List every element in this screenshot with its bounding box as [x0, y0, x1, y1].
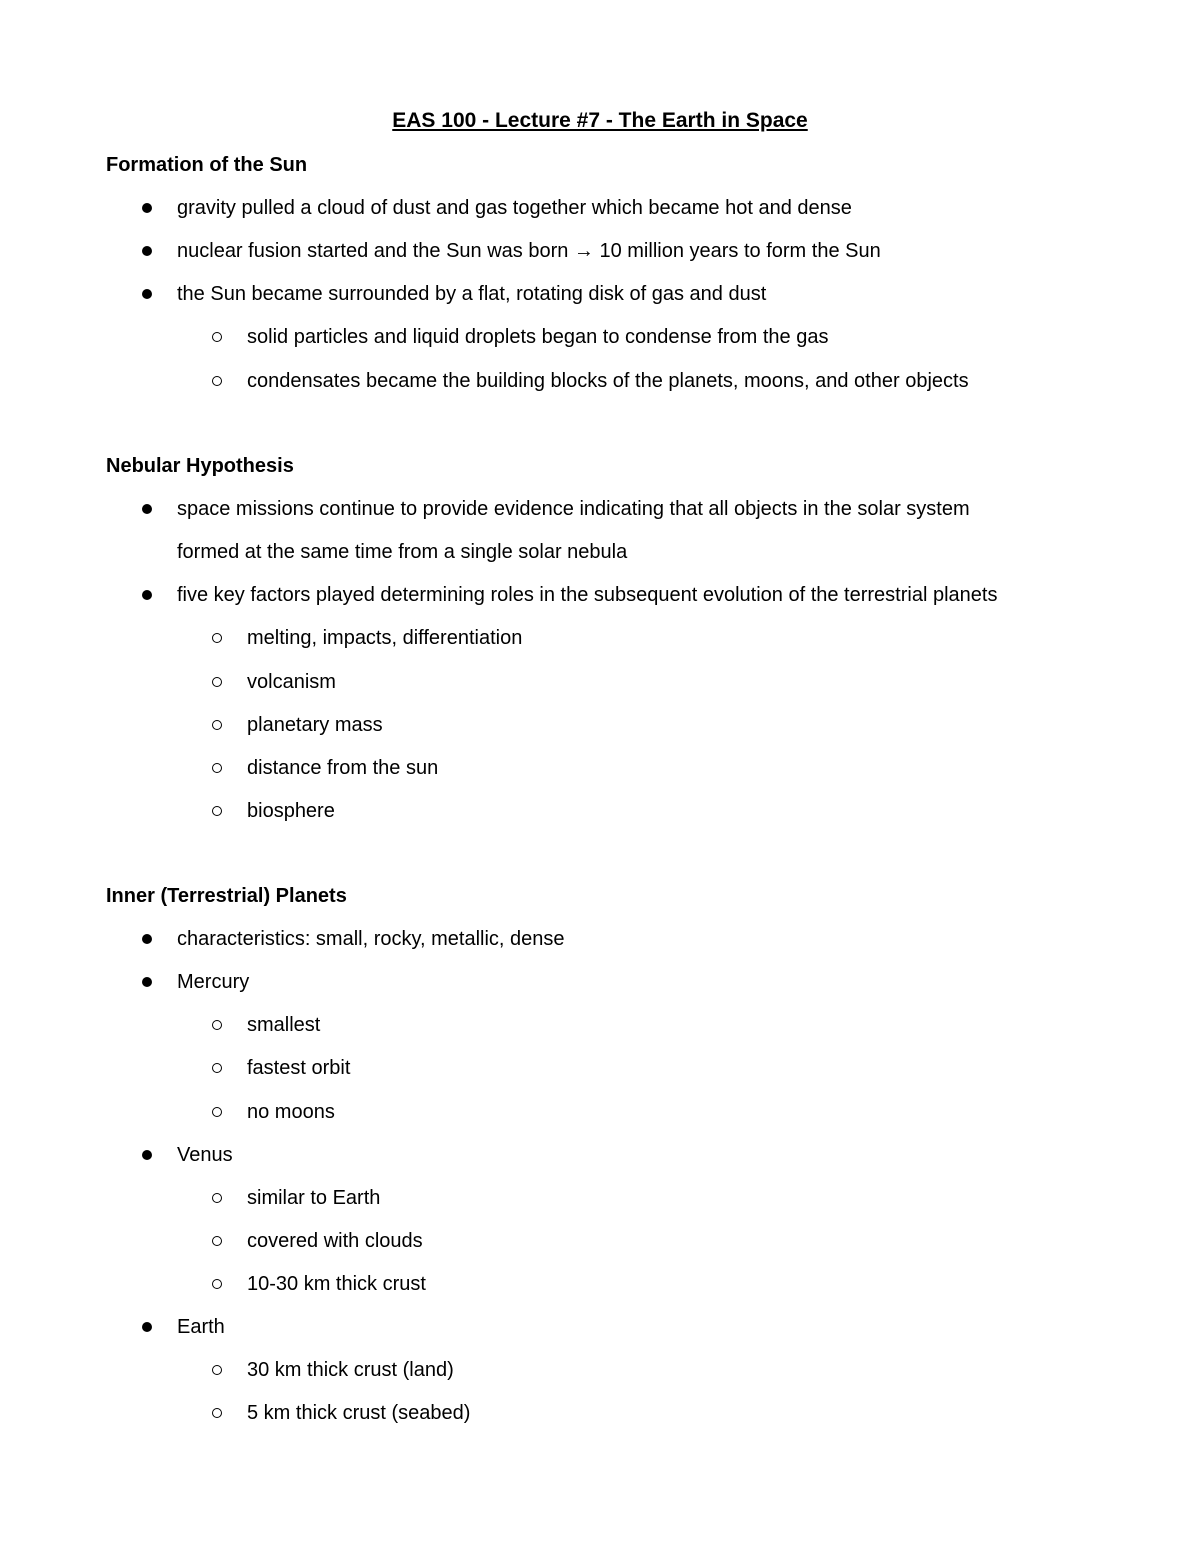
filled-bullet-icon — [142, 504, 152, 514]
sub-list-item: solid particles and liquid droplets began to condense from the gas — [247, 326, 829, 349]
list-item: the Sun became surrounded by a flat, rotating disk of gas and dust — [177, 283, 767, 306]
sub-list-item: smallest — [247, 1014, 321, 1037]
hollow-bullet-icon — [212, 806, 222, 816]
hollow-bullet-icon — [212, 1107, 222, 1117]
hollow-bullet-icon — [212, 376, 222, 386]
filled-bullet-icon — [142, 977, 152, 987]
hollow-bullet-icon — [212, 1193, 222, 1203]
hollow-bullet-icon — [212, 677, 222, 687]
hollow-bullet-icon — [212, 720, 222, 730]
hollow-bullet-icon — [212, 1063, 222, 1073]
section-heading: Nebular Hypothesis — [106, 455, 294, 477]
sub-list-item: melting, impacts, differentiation — [247, 627, 523, 650]
section-heading: Formation of the Sun — [106, 154, 308, 176]
sub-list-item: 30 km thick crust (land) — [247, 1359, 454, 1382]
section-heading: Inner (Terrestrial) Planets — [106, 885, 347, 907]
list-item: Mercury — [177, 971, 250, 994]
hollow-bullet-icon — [212, 1365, 222, 1375]
filled-bullet-icon — [142, 934, 152, 944]
sub-list-item: planetary mass — [247, 713, 383, 736]
sub-list-item: similar to Earth — [247, 1186, 381, 1209]
list-item: five key factors played determining roles in the subsequent evolution of the terrestrial planets — [177, 584, 998, 607]
list-item: formed at the same time from a single solar nebula — [177, 541, 628, 564]
filled-bullet-icon — [142, 246, 152, 256]
list-item: gravity pulled a cloud of dust and gas together which became hot and dense — [177, 197, 852, 220]
list-item: Venus — [177, 1143, 233, 1166]
filled-bullet-icon — [142, 590, 152, 600]
list-item: nuclear fusion started and the Sun was born → 10 million years to form the Sun — [177, 240, 881, 263]
hollow-bullet-icon — [212, 1408, 222, 1418]
hollow-bullet-icon — [212, 1020, 222, 1030]
sub-list-item: volcanism — [247, 670, 336, 693]
hollow-bullet-icon — [212, 1279, 222, 1289]
list-item: characteristics: small, rocky, metallic, dense — [177, 928, 565, 951]
sub-list-item: 10-30 km thick crust — [247, 1272, 426, 1295]
hollow-bullet-icon — [212, 763, 222, 773]
sub-list-item: condensates became the building blocks of the planets, moons, and other objects — [247, 369, 969, 392]
sub-list-item: no moons — [247, 1100, 335, 1123]
hollow-bullet-icon — [212, 1236, 222, 1246]
filled-bullet-icon — [142, 1322, 152, 1332]
sub-list-item: biosphere — [247, 799, 335, 822]
hollow-bullet-icon — [212, 633, 222, 643]
list-item: space missions continue to provide evidence indicating that all objects in the solar system — [177, 498, 970, 521]
filled-bullet-icon — [142, 289, 152, 299]
sub-list-item: 5 km thick crust (seabed) — [247, 1402, 471, 1425]
list-item: Earth — [177, 1316, 225, 1338]
filled-bullet-icon — [142, 203, 152, 213]
hollow-bullet-icon — [212, 332, 222, 342]
sub-list-item: covered with clouds — [247, 1229, 423, 1252]
document-title: EAS 100 - Lecture #7 - The Earth in Space — [392, 109, 808, 132]
sub-list-item: fastest orbit — [247, 1057, 351, 1080]
sub-list-item: distance from the sun — [247, 756, 439, 779]
filled-bullet-icon — [142, 1150, 152, 1160]
